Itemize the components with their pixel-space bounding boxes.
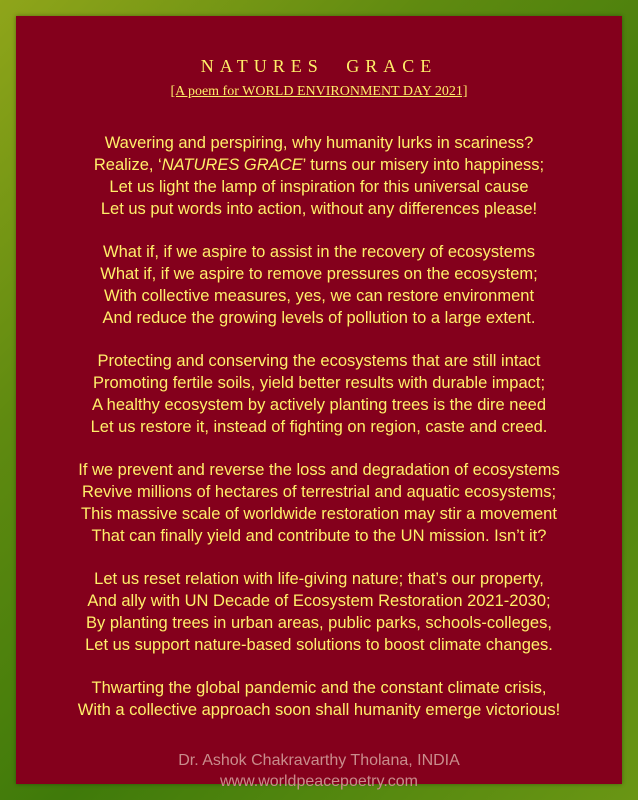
poem-line: Let us reset relation with life-giving nature; that’s our property, (94, 570, 544, 588)
poem-line (16, 154, 622, 176)
poem-line: Thwarting the global pandemic and the constant climate crisis, (91, 679, 547, 697)
poem-line: A healthy ecosystem by actively planting trees is the dire need (92, 396, 546, 414)
stanza (16, 132, 622, 220)
poem-title-emphasis: NATURES GRACE (161, 156, 303, 174)
poem-line-segment: ’ turns our misery into happiness; (302, 156, 545, 174)
stanza (16, 350, 622, 438)
poem-title: NATURES GRACE (200, 56, 438, 76)
poem-line: Let us light the lamp of inspiration for this universal cause (109, 178, 529, 196)
poem-footer (16, 750, 622, 792)
stanza (16, 241, 622, 329)
author-credit: Dr. Ashok Chakravarthy Tholana, INDIA (178, 752, 460, 769)
poem-line: And ally with UN Decade of Ecosystem Restoration 2021-2030; (87, 592, 551, 610)
stanza (16, 459, 622, 547)
poem-line: What if, if we aspire to remove pressures on the ecosystem; (100, 265, 538, 283)
website-link[interactable]: www.worldpeacepoetry.com (219, 773, 418, 790)
poem-line: And reduce the growing levels of pollution to a large extent. (102, 309, 536, 327)
poem-line: Promoting fertile soils, yield better results with durable impact; (92, 374, 546, 392)
stanza (16, 568, 622, 656)
poem-line: This massive scale of worldwide restoration may stir a movement (81, 505, 557, 523)
poem-line: Let us put words into action, without any differences please! (100, 200, 538, 218)
poem-line: Let us restore it, instead of fighting on region, caste and creed. (90, 418, 548, 436)
poem-line: What if, if we aspire to assist in the recovery of ecosystems (103, 243, 535, 261)
poem-panel (16, 16, 622, 790)
poem-line: Protecting and conserving the ecosystems that are still intact (97, 352, 541, 370)
stanza (16, 677, 622, 721)
poem-line-segment: Realize, ‘ (93, 156, 162, 174)
poem-line: Wavering and perspiring, why humanity lurks in scariness? (104, 134, 534, 152)
poem-line: Revive millions of hectares of terrestrial and aquatic ecosystems; (81, 483, 557, 501)
poem-body (16, 132, 622, 742)
poem-line: With a collective approach soon shall humanity emerge victorious! (77, 701, 561, 719)
poem-line: If we prevent and reverse the loss and degradation of ecosystems (78, 461, 560, 479)
poem-line: With collective measures, yes, we can restore environment (103, 287, 535, 305)
poem-line: By planting trees in urban areas, public parks, schools-colleges, (86, 614, 552, 632)
poem-line: That can finally yield and contribute to the UN mission. Isn’t it? (91, 527, 547, 545)
poem-line: Let us support nature-based solutions to boost climate changes. (85, 636, 553, 654)
poem-subtitle: [A poem for WORLD ENVIRONMENT DAY 2021] (170, 84, 468, 99)
